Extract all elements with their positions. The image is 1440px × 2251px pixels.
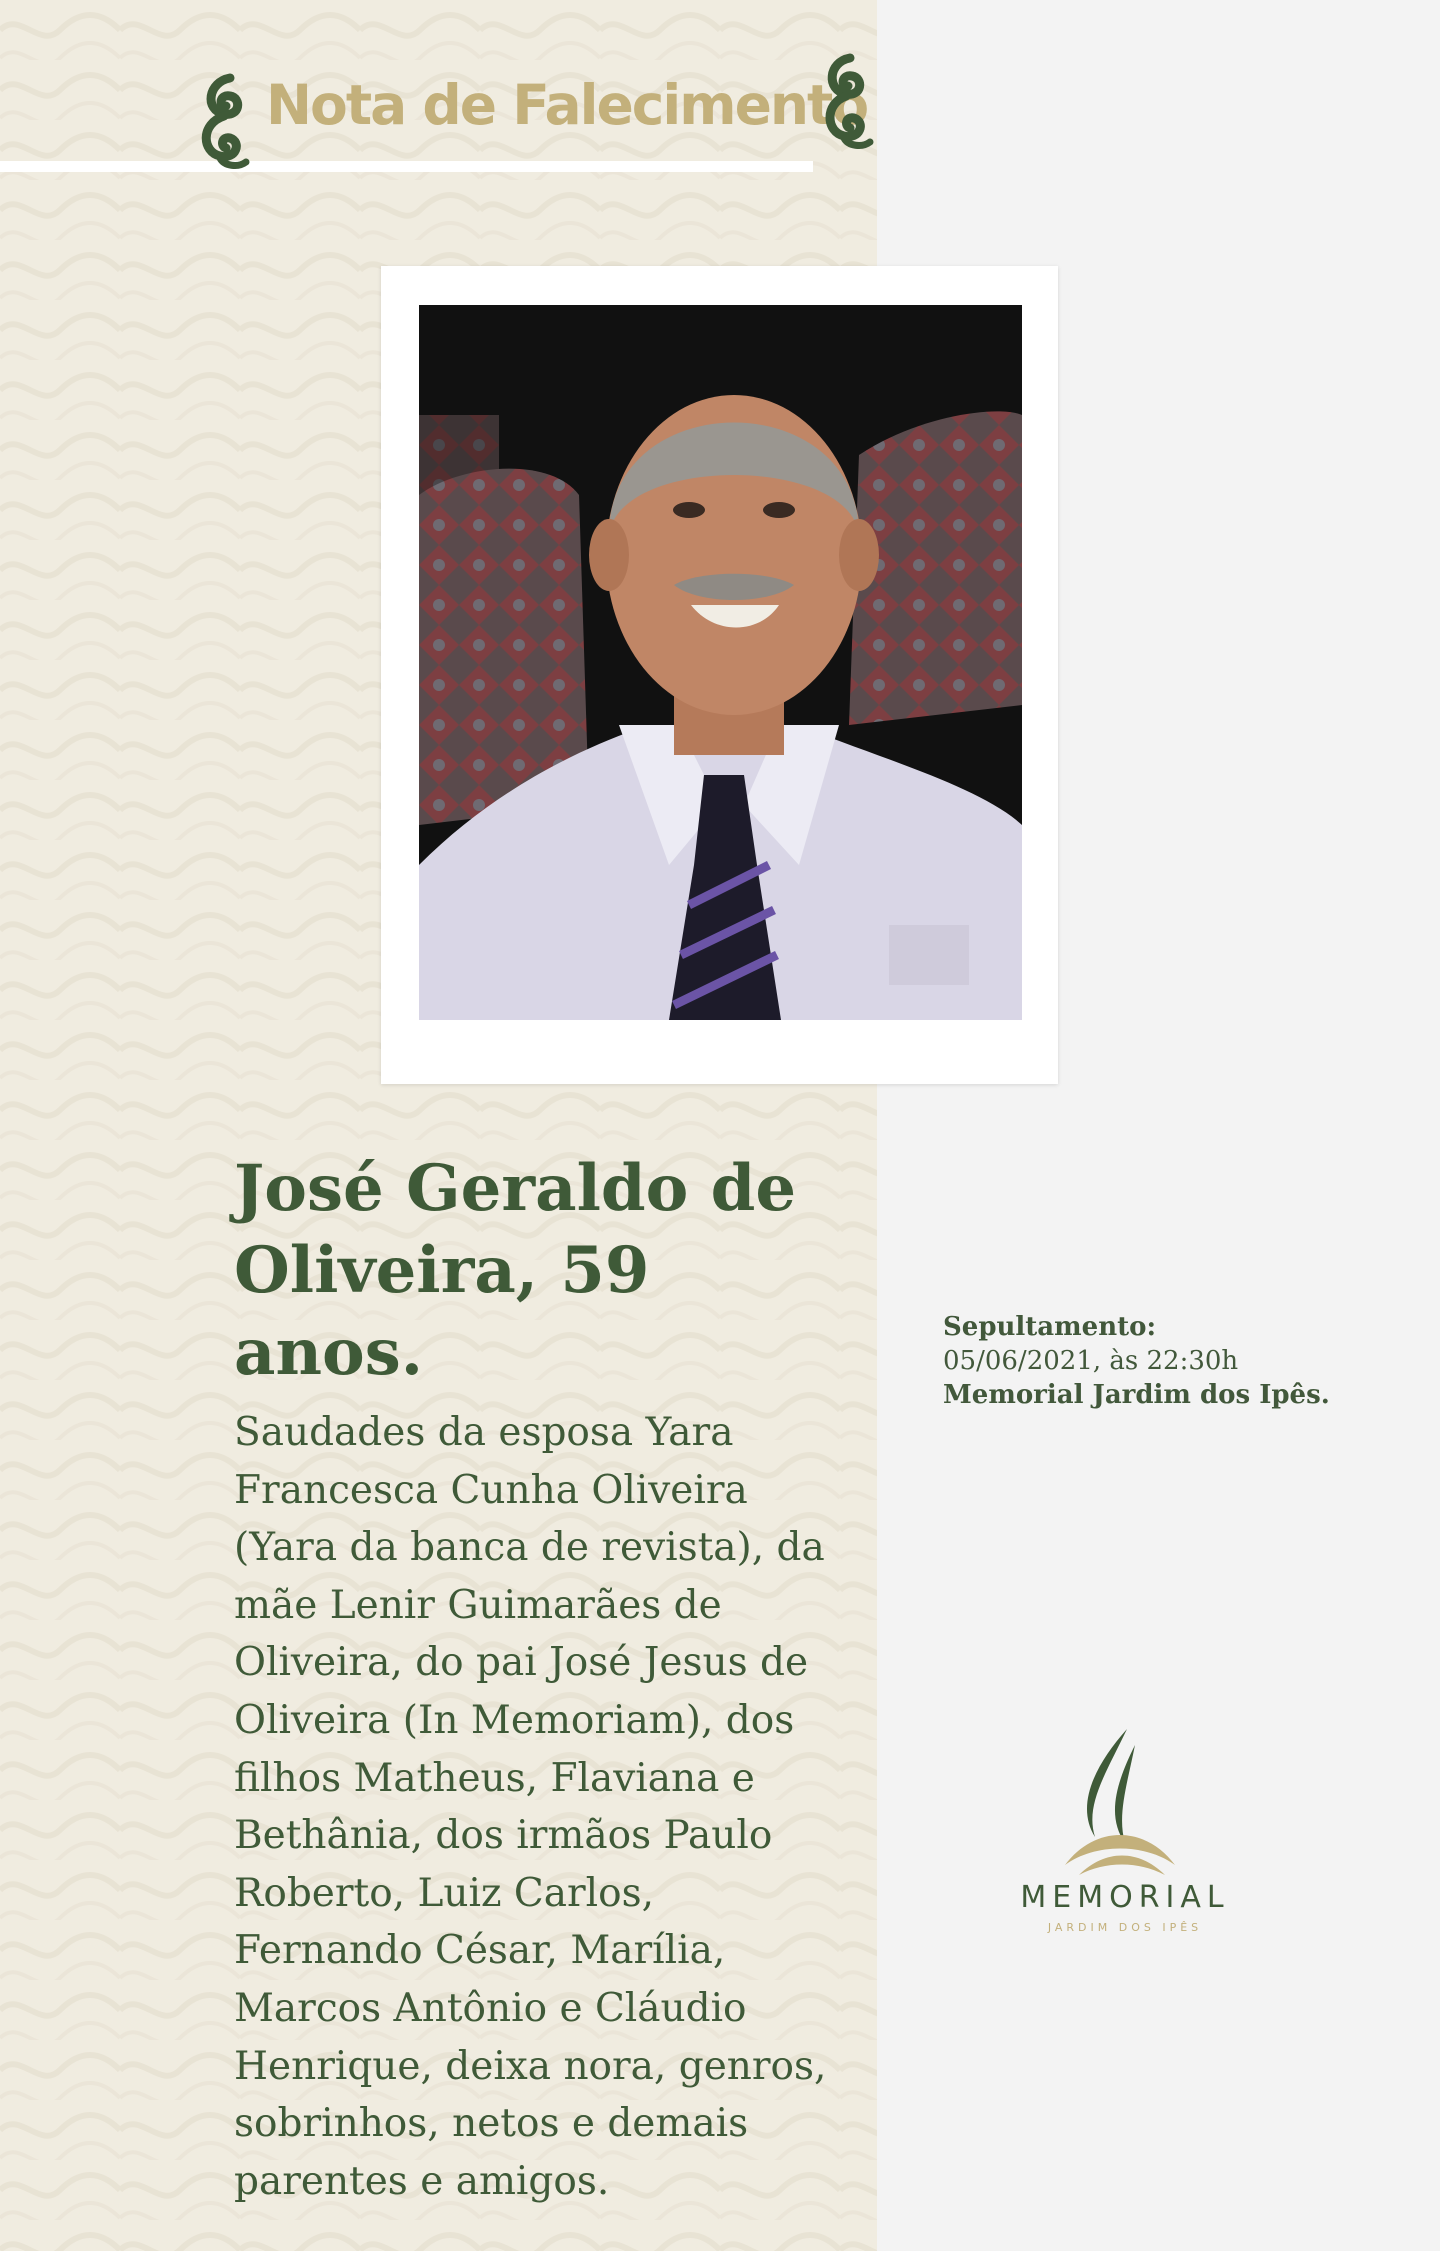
title-divider: [0, 161, 813, 172]
flourish-ornament-icon: [190, 72, 258, 172]
burial-location: Memorial Jardim dos Ipês.: [943, 1380, 1330, 1410]
page-title: Nota de Falecimento: [266, 73, 868, 137]
portrait-photo: [419, 305, 1022, 1020]
burial-info: [943, 1310, 1363, 1412]
burial-label: Sepultamento:: [943, 1312, 1157, 1342]
portrait-illustration: [419, 305, 1022, 1020]
logo-subtitle: JARDIM DOS IPÊS: [1047, 1921, 1203, 1934]
obituary-text: Saudades da esposa Yara Francesca Cunha Oliveira (Yara da banca de revista), da mãe Lenir Guimarães de Oliveira, do pai José Jesus de Oliveira (In Memoriam), dos filhos Matheus, Flaviana e Bethânia, dos irmãos Paulo Roberto, Luiz Carlos, Fernando César, Marília, Marcos Antônio e Cláudio Henrique, deixa nora, genros, sobrinhos, netos e demais parentes e amigos.: [234, 1410, 827, 2204]
deceased-name: José Geraldo de Oliveira, 59 anos.: [234, 1151, 797, 1390]
logo-wordmark: MEMORIAL: [1020, 1880, 1230, 1915]
flourish-ornament-icon: [816, 52, 884, 152]
memorial-leaf-logo-icon: [1055, 1725, 1185, 1885]
burial-datetime: 05/06/2021, às 22:30h: [943, 1346, 1239, 1376]
